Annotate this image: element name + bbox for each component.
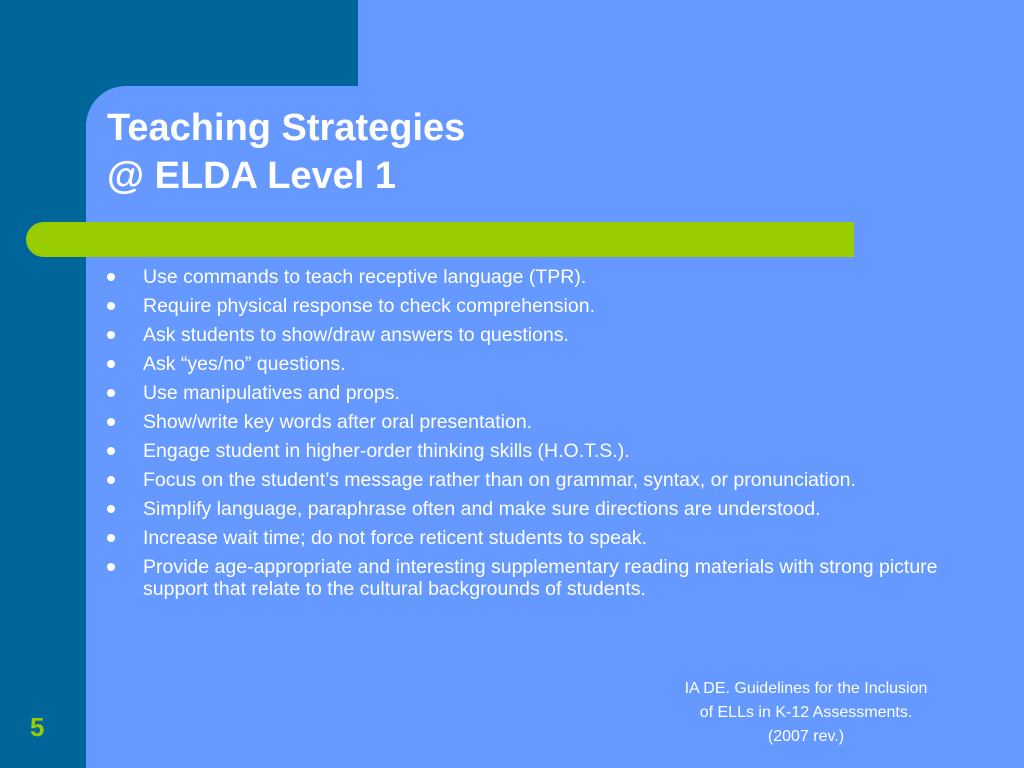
bullet-item [104,469,944,491]
bullet-text: Increase wait time; do not force reticent students to speak. [143,527,648,549]
bullet-text: Focus on the student’s message rather than on grammar, syntax, or pronunciation. [143,469,856,491]
citation-line-2: of ELLs in K-12 Assessments. [699,704,913,721]
bullet-dot-icon [107,302,115,310]
bullet-item [104,266,944,288]
bullet-item [104,411,944,433]
bullet-dot-icon [107,331,115,339]
bullet-item [104,556,944,600]
bullet-list [104,266,944,607]
slide-title [107,104,465,200]
bullet-item [104,295,944,317]
bullet-item [104,353,944,375]
bullet-text: Engage student in higher-order thinking skills (H.O.T.S.). [143,440,630,462]
bullet-text: Show/write key words after oral presentation. [143,411,533,433]
bullet-dot-icon [107,389,115,397]
bullet-item [104,498,944,520]
bullet-dot-icon [107,563,115,571]
bullet-item [104,382,944,404]
page-number: 5 [30,712,45,742]
title-line-2: @ ELDA Level 1 [107,155,397,197]
bullet-text: Ask “yes/no” questions. [143,353,346,375]
bullet-text: Provide age-appropriate and interesting supplementary reading materials with strong picture support that relate to the cultural backgrounds of students. [143,556,938,600]
bullet-dot-icon [107,476,115,484]
bullet-item [104,440,944,462]
bullet-text: Simplify language, paraphrase often and make sure directions are understood. [143,498,821,520]
bullet-dot-icon [107,360,115,368]
bullet-dot-icon [107,505,115,513]
bullet-dot-icon [107,273,115,281]
citation [640,677,972,749]
left-color-band [0,0,86,768]
bullet-item [104,324,944,346]
accent-bar [26,222,854,257]
bullet-dot-icon [107,447,115,455]
title-line-1: Teaching Strategies [107,107,466,149]
bullet-text: Ask students to show/draw answers to questions. [143,324,569,346]
bullet-item [104,527,944,549]
bullet-text: Use manipulatives and props. [143,382,400,404]
bullet-dot-icon [107,418,115,426]
bullet-text: Use commands to teach receptive language (TPR). [143,266,587,288]
citation-line-3: (2007 rev.) [767,728,845,745]
citation-line-1: IA DE. Guidelines for the Inclusion [684,680,928,697]
bullet-text: Require physical response to check comprehension. [143,295,595,317]
bullet-dot-icon [107,534,115,542]
